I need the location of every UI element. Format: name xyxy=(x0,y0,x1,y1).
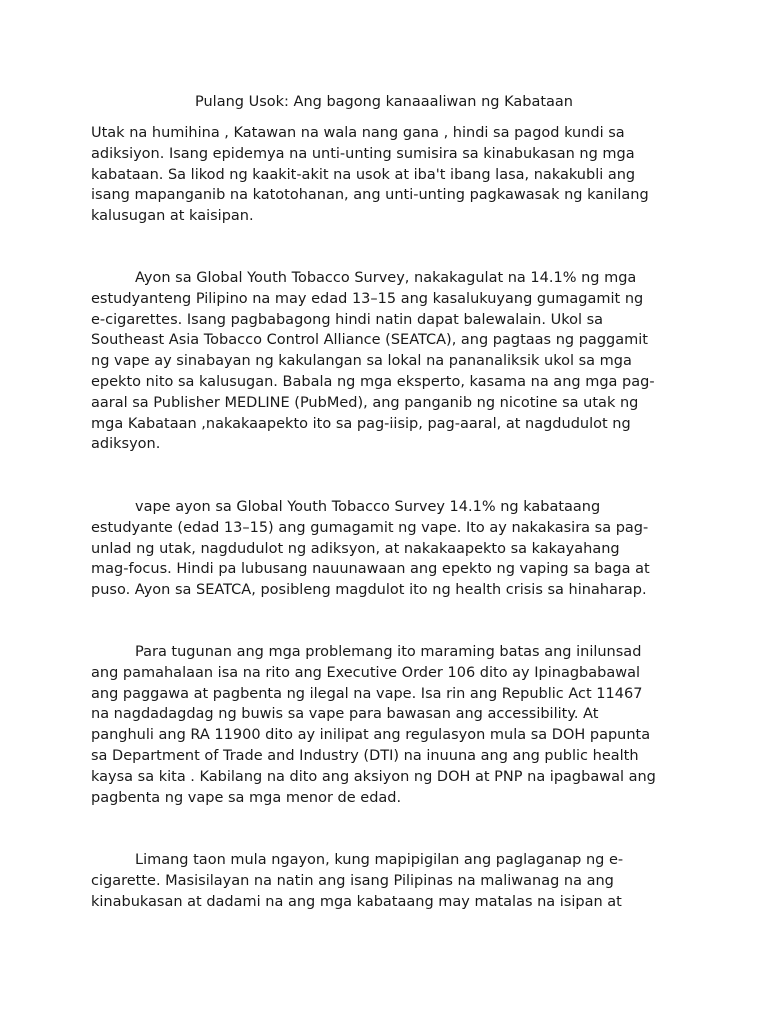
text-line: estudyanteng Pilipino na may edad 13–15 ang kasalukuyang gumagamit ng xyxy=(91,290,644,307)
paragraph-intro xyxy=(91,123,681,227)
text-line: kinabukasan at dadami na ang mga kabataang may matalas na isipan at xyxy=(91,893,622,910)
text-line: estudyante (edad 13–15) ang gumagamit ng vape. Ito ay nakakasira sa pag- xyxy=(91,519,649,536)
text-line: adiksiyon. Isang epidemya na unti-unting sumisira sa kinabukasan ng mga xyxy=(91,145,635,162)
text-line: kaysa sa kita . Kabilang na dito ang aksiyon ng DOH at PNP na ipagbawal ang xyxy=(91,768,656,785)
text-line: aaral sa Publisher MEDLINE (PubMed), ang panganib ng nicotine sa utak ng xyxy=(91,394,639,411)
text-line: puso. Ayon sa SEATCA, posibleng magdulot ito ng health crisis sa hinaharap. xyxy=(91,582,647,599)
paragraph-survey xyxy=(91,268,681,455)
paragraph-vape-effects xyxy=(91,497,681,601)
text-line: epekto nito sa kalusugan. Babala ng mga eksperto, kasama na ang mga pag- xyxy=(91,373,655,390)
text-line: mga Kabataan ,nakakaapekto ito sa pag-iisip, pag-aaral, at nagdudulot ng xyxy=(91,415,631,432)
text-line: vape ayon sa Global Youth Tobacco Survey 14.1% ng kabataang xyxy=(135,499,601,515)
text-line: pagbenta ng vape sa mga menor de edad. xyxy=(91,789,402,806)
document-title: Pulang Usok: Ang bagong kanaaaliwan ng Kabataan xyxy=(195,94,573,110)
paragraph-outlook xyxy=(91,850,681,912)
text-line: Southeast Asia Tobacco Control Alliance (SEATCA), ang pagtaas ng paggamit xyxy=(91,332,648,349)
text-line: panghuli ang RA 11900 dito ay inilipat ang regulasyon mula sa DOH papunta xyxy=(91,727,651,744)
text-line: kabataan. Sa likod ng kaakit-akit na usok at iba't ibang lasa, nakakubli ang xyxy=(91,166,636,183)
paragraph-laws xyxy=(91,642,681,808)
text-line: Para tugunan ang mga problemang ito maraming batas ang inilunsad xyxy=(135,644,642,660)
text-line: unlad ng utak, nagdudulot ng adiksyon, at nakakaapekto sa kakayahang xyxy=(91,540,620,557)
text-line: kalusugan at kaisipan. xyxy=(91,208,254,225)
text-line: ang paggawa at pagbenta ng ilegal na vape. Isa rin ang Republic Act 11467 xyxy=(91,685,643,702)
text-line: Ayon sa Global Youth Tobacco Survey, nakakagulat na 14.1% ng mga xyxy=(135,270,637,286)
text-line: adiksyon. xyxy=(91,436,161,453)
text-line: sa Department of Trade and Industry (DTI) na inuuna ang ang public health xyxy=(91,747,639,764)
text-line: na nagdadagdag ng buwis sa vape para bawasan ang accessibility. At xyxy=(91,706,599,723)
text-line: mag-focus. Hindi pa lubusang nauunawaan ang epekto ng vaping sa baga at xyxy=(91,561,650,578)
text-line: ang pamahalaan isa na rito ang Executive Order 106 dito ay Ipinagbabawal xyxy=(91,664,640,681)
text-line: isang mapanganib na katotohanan, ang unti-unting pagkawasak ng kanilang xyxy=(91,187,649,204)
text-line: Utak na humihina , Katawan na wala nang gana , hindi sa pagod kundi sa xyxy=(91,125,625,141)
text-line: ng vape ay sinabayan ng kakulangan sa lokal na pananaliksik ukol sa mga xyxy=(91,353,632,370)
text-line: cigarette. Masisilayan na natin ang isang Pilipinas na maliwanag na ang xyxy=(91,872,614,889)
text-line: e-cigarettes. Isang pagbabagong hindi natin dapat balewalain. Ukol sa xyxy=(91,311,604,328)
text-line: Limang taon mula ngayon, kung mapipigilan ang paglaganap ng e- xyxy=(135,852,624,868)
